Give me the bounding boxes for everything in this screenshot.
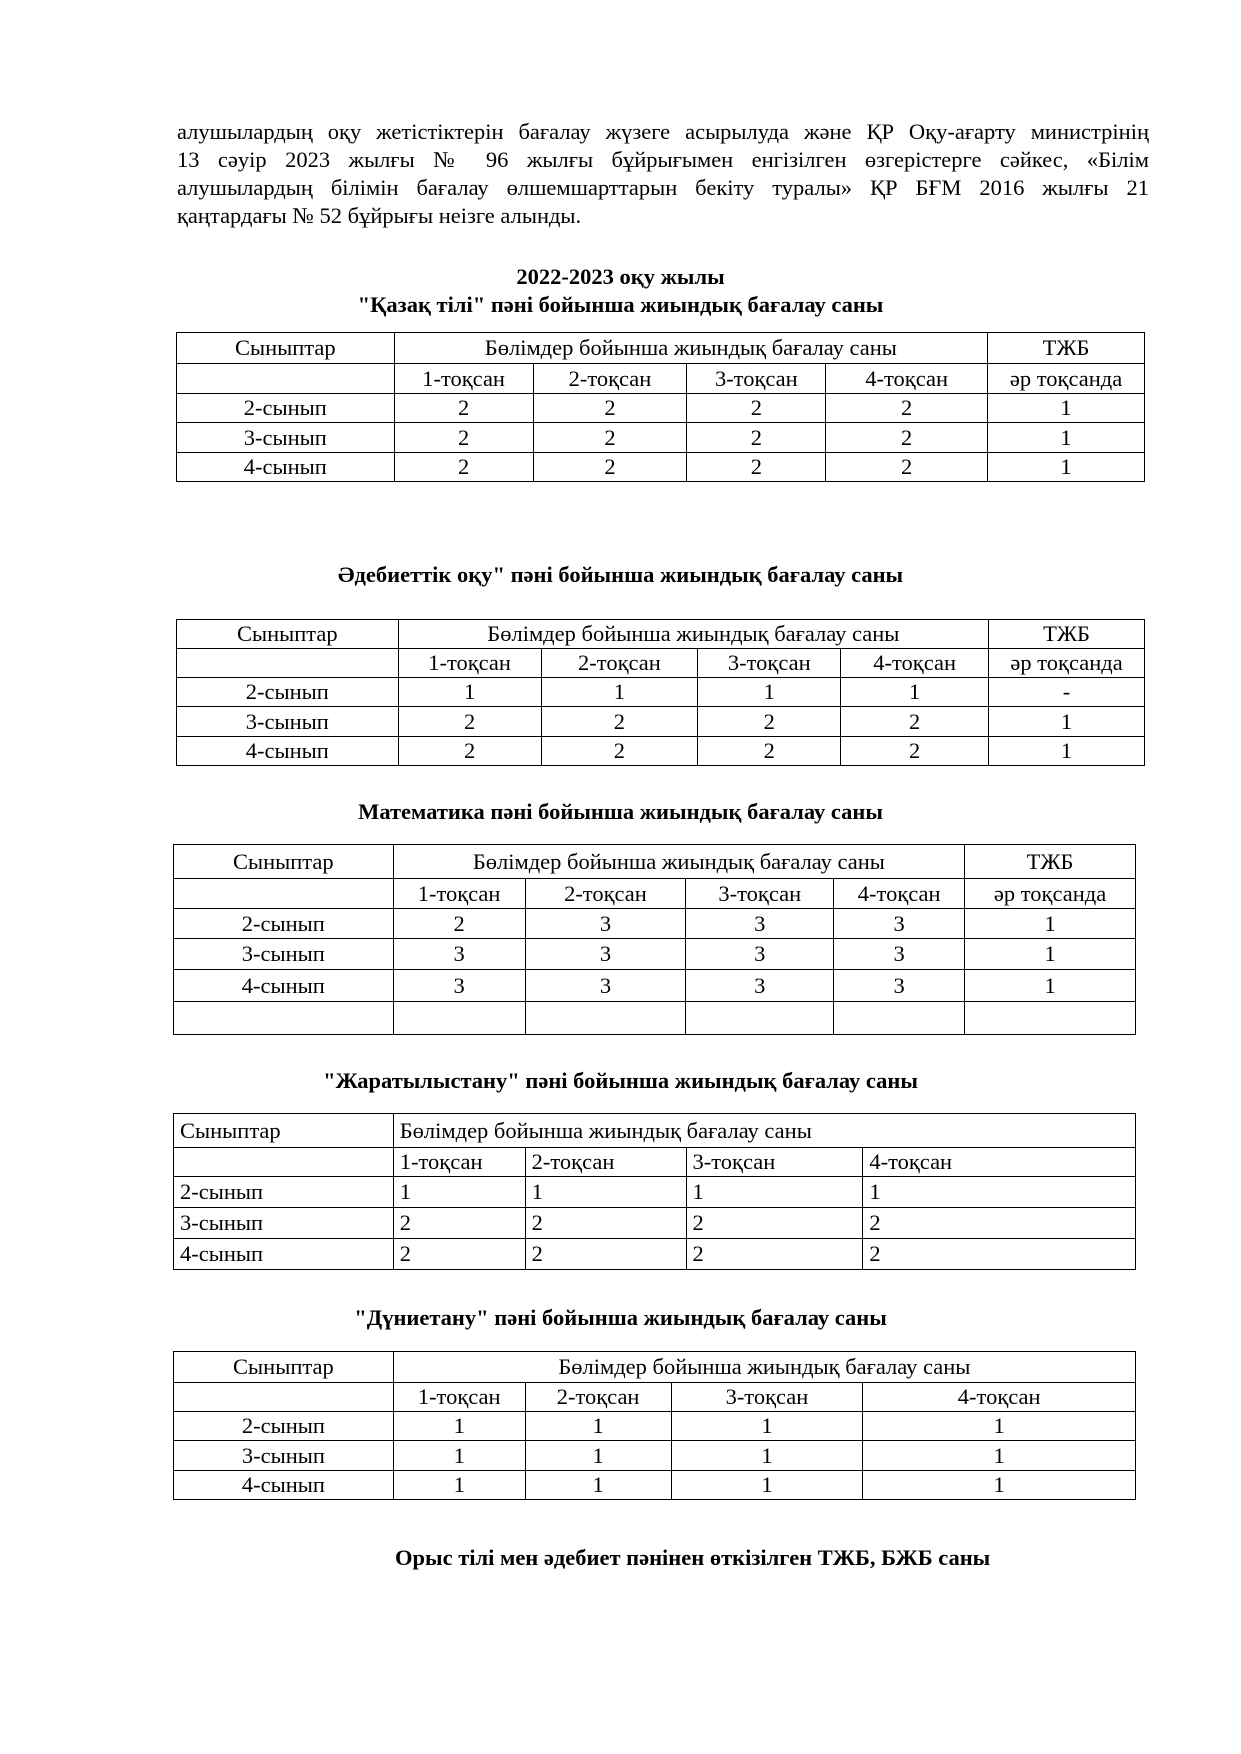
cell-tzhb: 1 <box>965 909 1136 939</box>
cell-value: 3 <box>525 939 686 970</box>
cell-value: 2 <box>826 394 988 423</box>
table-row <box>174 1239 1136 1270</box>
table-row <box>177 453 1145 482</box>
header-quarter: 1-тоқсан <box>393 1383 525 1412</box>
cell-value: 1 <box>393 1412 525 1441</box>
cell-class: 3-сынып <box>174 939 394 970</box>
header-class: Сыныптар <box>177 333 395 364</box>
section-title-literary-reading: Әдебиеттік оқу" пәні бойынша жиындық бағалау саны <box>337 562 904 587</box>
cell-value: 2 <box>393 1239 525 1270</box>
cell-value: 2 <box>541 737 698 766</box>
cell-value: 3 <box>686 909 834 939</box>
table-natural-science <box>173 1113 1136 1270</box>
cell-value: 2 <box>533 423 687 453</box>
header-quarter: 2-тоқсан <box>541 649 698 678</box>
empty-cell <box>393 1002 525 1035</box>
cell-tzhb: 1 <box>989 737 1145 766</box>
intro-line: қаңтардағы № 52 бұйрығы неізге алынды. <box>177 203 582 228</box>
header-quarter: 3-тоқсан <box>686 1148 863 1177</box>
header-quarter: 2-тоқсан <box>525 1383 671 1412</box>
cell-value: 2 <box>393 909 525 939</box>
cell-value: 1 <box>841 678 989 707</box>
cell-value: 2 <box>686 1239 863 1270</box>
cell-class: 3-сынып <box>174 1441 394 1471</box>
table-row-empty <box>174 1002 1136 1035</box>
cell-value: 1 <box>525 1412 671 1441</box>
table-row <box>174 1177 1136 1208</box>
header-section-count: Бөлімдер бойынша жиындық бағалау саны <box>393 1352 1135 1383</box>
table-world-studies <box>173 1351 1136 1500</box>
cell-value: 2 <box>525 1239 686 1270</box>
table-mathematics <box>173 844 1136 1035</box>
empty-cell <box>965 1002 1136 1035</box>
table-row <box>177 394 1145 423</box>
header-class: Сыныптар <box>174 1352 394 1383</box>
cell-class: 4-сынып <box>177 453 395 482</box>
header-quarter: 2-тоқсан <box>525 879 686 909</box>
cell-value: 2 <box>863 1208 1136 1239</box>
cell-value: 2 <box>398 737 541 766</box>
final-heading-russian-language: Орыс тілі мен әдебиет пәнінен өткізілген ТЖБ, БЖБ саны <box>395 1545 991 1570</box>
header-section-count: Бөлімдер бойынша жиындық бағалау саны <box>393 845 964 879</box>
cell-tzhb: 1 <box>965 939 1136 970</box>
empty-cell <box>174 1002 394 1035</box>
cell-value: 1 <box>525 1177 686 1208</box>
header-quarter: 1-тоқсан <box>393 1148 525 1177</box>
cell-value: 2 <box>541 707 698 737</box>
year-title: 2022-2023 оқу жылы <box>516 264 725 289</box>
header-tzhb-sub: әр тоқсанда <box>988 364 1145 394</box>
cell-class: 2-сынып <box>174 1412 394 1441</box>
cell-value: 2 <box>698 737 841 766</box>
header-quarter: 3-тоқсан <box>698 649 841 678</box>
cell-value: 1 <box>398 678 541 707</box>
intro-line: алушылардың оқу жетістіктерін бағалау жүзеге асырылуда және ҚР Оқу-ағарту министрінің <box>177 119 1149 144</box>
header-quarter: 2-тоқсан <box>533 364 687 394</box>
cell-value: 2 <box>698 707 841 737</box>
cell-value: 3 <box>393 939 525 970</box>
intro-paragraph <box>177 118 1149 230</box>
header-tzhb: ТЖБ <box>965 845 1136 879</box>
cell-tzhb: 1 <box>989 707 1145 737</box>
table-row <box>174 909 1136 939</box>
cell-value: 3 <box>834 939 965 970</box>
header-tzhb-sub: әр тоқсанда <box>965 879 1136 909</box>
section-title-mathematics: Математика пәні бойынша жиындық бағалау саны <box>358 799 883 824</box>
cell-value: 2 <box>841 707 989 737</box>
cell-value: 1 <box>393 1471 525 1500</box>
header-quarter: 3-тоқсан <box>687 364 826 394</box>
cell-class: 4-сынып <box>174 1471 394 1500</box>
cell-value: 2 <box>394 394 533 423</box>
cell-value: 2 <box>686 1208 863 1239</box>
header-tzhb: ТЖБ <box>988 333 1145 364</box>
cell-value: 3 <box>834 909 965 939</box>
table-row <box>174 1412 1136 1441</box>
intro-line: 13 сәуір 2023 жылғы № 96 жылғы бұйрығымен енгізілген өзгерістерге сәйкес, «Білім <box>177 147 1149 172</box>
cell-value: 1 <box>525 1471 671 1500</box>
header-empty-cell <box>174 1383 394 1412</box>
cell-value: 3 <box>834 970 965 1002</box>
cell-value: 3 <box>686 939 834 970</box>
header-empty-cell <box>174 879 394 909</box>
header-quarter: 2-тоқсан <box>525 1148 686 1177</box>
cell-value: 2 <box>393 1208 525 1239</box>
cell-value: 1 <box>393 1177 525 1208</box>
cell-value: 3 <box>525 970 686 1002</box>
header-quarter: 4-тоқсан <box>863 1148 1136 1177</box>
table-row <box>177 737 1145 766</box>
cell-value: 2 <box>687 423 826 453</box>
cell-value: 2 <box>841 737 989 766</box>
table-kazakh-language <box>176 332 1145 482</box>
table-row <box>174 1441 1136 1471</box>
cell-tzhb: - <box>989 678 1145 707</box>
cell-value: 2 <box>398 707 541 737</box>
header-quarter: 3-тоқсан <box>686 879 834 909</box>
empty-cell <box>834 1002 965 1035</box>
intro-line: алушылардың білімін бағалау өлшемшарттарын бекіту туралы» ҚР БҒМ 2016 жылғы 21 <box>177 175 1149 200</box>
table-literary-reading <box>176 619 1145 766</box>
table-row <box>174 939 1136 970</box>
header-class: Сыныптар <box>174 1114 394 1148</box>
cell-value: 2 <box>525 1208 686 1239</box>
header-quarter: 4-тоқсан <box>863 1383 1136 1412</box>
cell-value: 1 <box>698 678 841 707</box>
table-row <box>177 423 1145 453</box>
cell-value: 2 <box>394 453 533 482</box>
cell-class: 4-сынып <box>177 737 399 766</box>
header-section-count: Бөлімдер бойынша жиындық бағалау саны <box>398 620 988 649</box>
header-quarter: 1-тоқсан <box>394 364 533 394</box>
header-quarter: 1-тоқсан <box>393 879 525 909</box>
header-quarter: 4-тоқсан <box>834 879 965 909</box>
cell-value: 1 <box>525 1441 671 1471</box>
cell-value: 2 <box>826 423 988 453</box>
cell-class: 4-сынып <box>174 1239 394 1270</box>
cell-value: 1 <box>393 1441 525 1471</box>
cell-value: 2 <box>687 453 826 482</box>
cell-value: 3 <box>686 970 834 1002</box>
cell-value: 1 <box>686 1177 863 1208</box>
cell-value: 3 <box>393 970 525 1002</box>
cell-value: 1 <box>541 678 698 707</box>
section-title-kazakh-language: "Қазақ тілі" пәні бойынша жиындық бағалау саны <box>357 292 884 317</box>
cell-class: 3-сынып <box>174 1208 394 1239</box>
cell-class: 2-сынып <box>174 909 394 939</box>
header-tzhb: ТЖБ <box>989 620 1145 649</box>
header-empty-cell <box>174 1148 394 1177</box>
empty-cell <box>525 1002 686 1035</box>
cell-tzhb: 1 <box>965 970 1136 1002</box>
header-quarter: 4-тоқсан <box>826 364 988 394</box>
cell-tzhb: 1 <box>988 423 1145 453</box>
cell-tzhb: 1 <box>988 453 1145 482</box>
table-row <box>174 970 1136 1002</box>
cell-class: 2-сынып <box>174 1177 394 1208</box>
cell-value: 1 <box>863 1471 1136 1500</box>
table-row <box>177 678 1145 707</box>
header-empty-cell <box>177 649 399 678</box>
header-quarter: 4-тоқсан <box>841 649 989 678</box>
cell-value: 2 <box>533 394 687 423</box>
header-quarter: 1-тоқсан <box>398 649 541 678</box>
cell-value: 1 <box>671 1441 863 1471</box>
cell-value: 3 <box>525 909 686 939</box>
cell-value: 1 <box>863 1441 1136 1471</box>
cell-class: 3-сынып <box>177 707 399 737</box>
cell-value: 1 <box>671 1412 863 1441</box>
cell-value: 2 <box>826 453 988 482</box>
table-row <box>177 707 1145 737</box>
header-quarter: 3-тоқсан <box>671 1383 863 1412</box>
cell-value: 2 <box>687 394 826 423</box>
cell-class: 2-сынып <box>177 678 399 707</box>
cell-value: 1 <box>863 1412 1136 1441</box>
header-section-count: Бөлімдер бойынша жиындық бағалау саны <box>393 1114 1135 1148</box>
cell-class: 3-сынып <box>177 423 395 453</box>
table-row <box>174 1208 1136 1239</box>
header-class: Сыныптар <box>177 620 399 649</box>
header-section-count: Бөлімдер бойынша жиындық бағалау саны <box>394 333 987 364</box>
cell-tzhb: 1 <box>988 394 1145 423</box>
cell-value: 2 <box>533 453 687 482</box>
header-tzhb-sub: әр тоқсанда <box>989 649 1145 678</box>
cell-class: 4-сынып <box>174 970 394 1002</box>
empty-cell <box>686 1002 834 1035</box>
cell-value: 1 <box>671 1471 863 1500</box>
cell-value: 2 <box>394 423 533 453</box>
table-row <box>174 1471 1136 1500</box>
header-empty-cell <box>177 364 395 394</box>
cell-value: 1 <box>863 1177 1136 1208</box>
section-title-world-studies: "Дүниетану" пәні бойынша жиындық бағалау саны <box>354 1305 887 1330</box>
cell-class: 2-сынып <box>177 394 395 423</box>
cell-value: 2 <box>863 1239 1136 1270</box>
section-title-natural-science: "Жаратылыстану" пәні бойынша жиындық бағалау саны <box>323 1068 918 1093</box>
header-class: Сыныптар <box>174 845 394 879</box>
